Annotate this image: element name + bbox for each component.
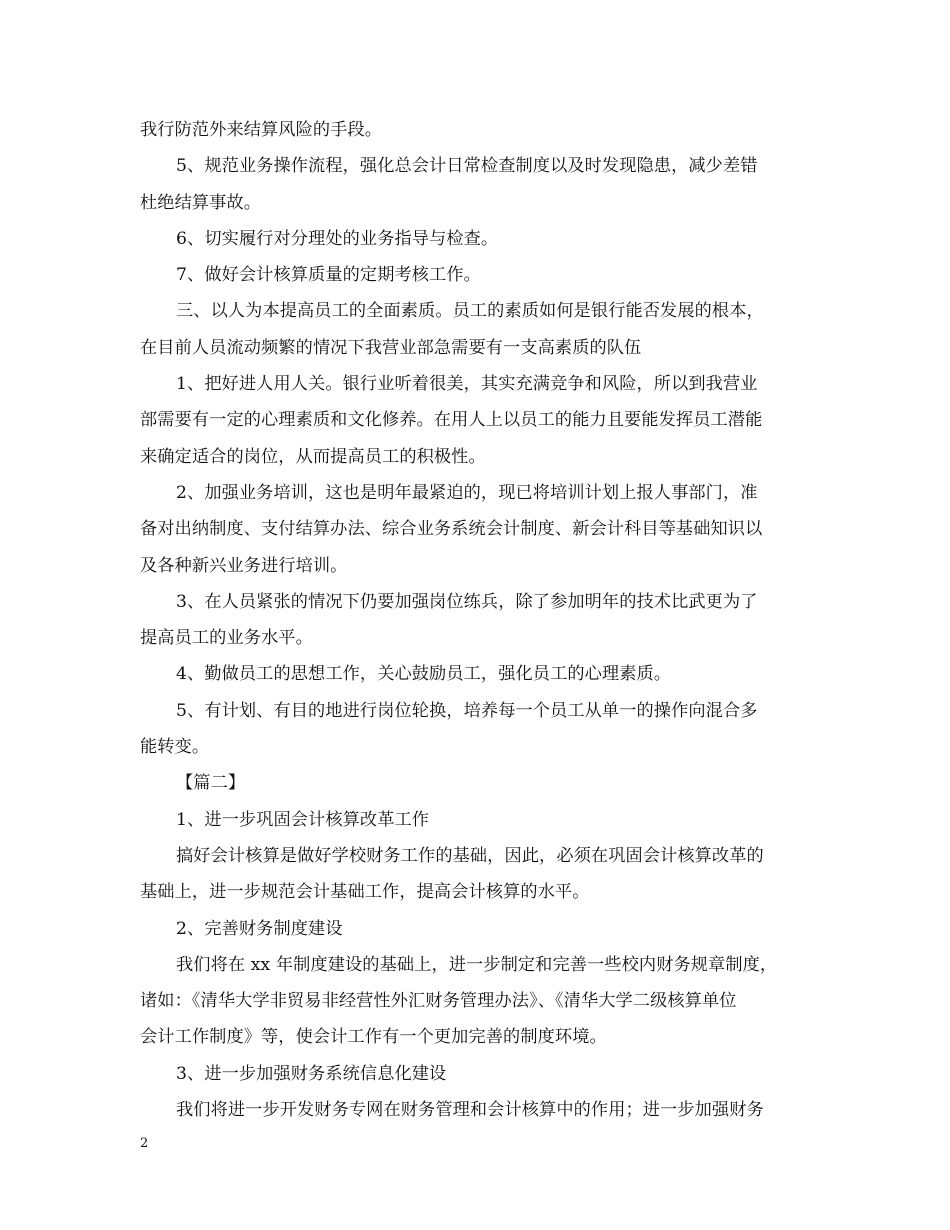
document-body	[140, 112, 812, 1128]
text-line: 3、在人员紧张的情况下仍要加强岗位练兵，除了参加明年的技术比武更为了	[176, 591, 758, 612]
text-line: 1、进一步巩固会计核算改革工作	[176, 809, 430, 830]
text-line: 基础上，进一步规范会计基础工作，提高会计核算的水平。	[140, 882, 590, 903]
text-line: 杜绝结算事故。	[140, 192, 262, 213]
text-line: 能转变。	[140, 737, 210, 758]
text-line: 我行防范外来结算风险的手段。	[140, 120, 383, 140]
text-line: 部需要有一定的心理素质和文化修养。在用人上以员工的能力且要能发挥员工潜能	[140, 410, 763, 431]
text-line: 会计工作制度》等，使会计工作有一个更加完善的制度环境。	[140, 1027, 607, 1048]
text-line: 来确定适合的岗位，从而提高员工的积极性。	[140, 446, 486, 467]
text-line: 1、把好进人用人关。银行业听着很美，其实充满竞争和风险，所以到我营业	[176, 374, 758, 395]
text-line: 3、进一步加强财务系统信息化建设	[176, 1063, 447, 1084]
page-number: 2	[140, 1136, 149, 1151]
text-line: 5、有计划、有目的地进行岗位轮换，培养每一个员工从单一的操作向混合多	[176, 700, 758, 721]
text-line: 三、以人为本提高员工的全面素质。员工的素质如何是银行能否发展的根本，	[176, 301, 764, 322]
text-line: 诸如：《清华大学非贸易非经营性外汇财务管理办法》、《清华大学二级核算单位	[140, 991, 737, 1012]
text-line: 2、加强业务培训，这也是明年最紧迫的，现已将培训计划上报人事部门，准	[176, 482, 758, 503]
text-line: 搞好会计核算是做好学校财务工作的基础，因此，必须在巩固会计核算改革的	[176, 845, 764, 866]
text-line: 4、勤做员工的思想工作，关心鼓励员工，强化员工的心理素质。	[176, 664, 672, 685]
text-line: 及各种新兴业务进行培训。	[140, 555, 348, 576]
text-line: 提高员工的业务水平。	[140, 628, 313, 649]
text-line: 2、完善财务制度建设	[176, 918, 343, 939]
text-line: 我们将进一步开发财务专网在财务管理和会计核算中的作用；进一步加强财务	[176, 1100, 764, 1121]
text-line: 备对出纳制度、支付结算办法、综合业务系统会计制度、新会计科目等基础知识以	[140, 519, 763, 540]
text-line: 6、切实履行对分理处的业务指导与检查。	[176, 228, 499, 249]
text-line: 5、规范业务操作流程，强化总会计日常检查制度以及时发现隐患，减少差错	[176, 156, 758, 177]
text-line: 在目前人员流动频繁的情况下我营业部急需要有一支高素质的队伍	[140, 337, 642, 358]
text-line: 【篇二】	[176, 773, 246, 794]
text-line: 我们将在 xx 年制度建设的基础上，进一步制定和完善一些校内财务规章制度，	[176, 954, 778, 975]
text-line: 7、做好会计核算质量的定期考核工作。	[176, 265, 481, 286]
